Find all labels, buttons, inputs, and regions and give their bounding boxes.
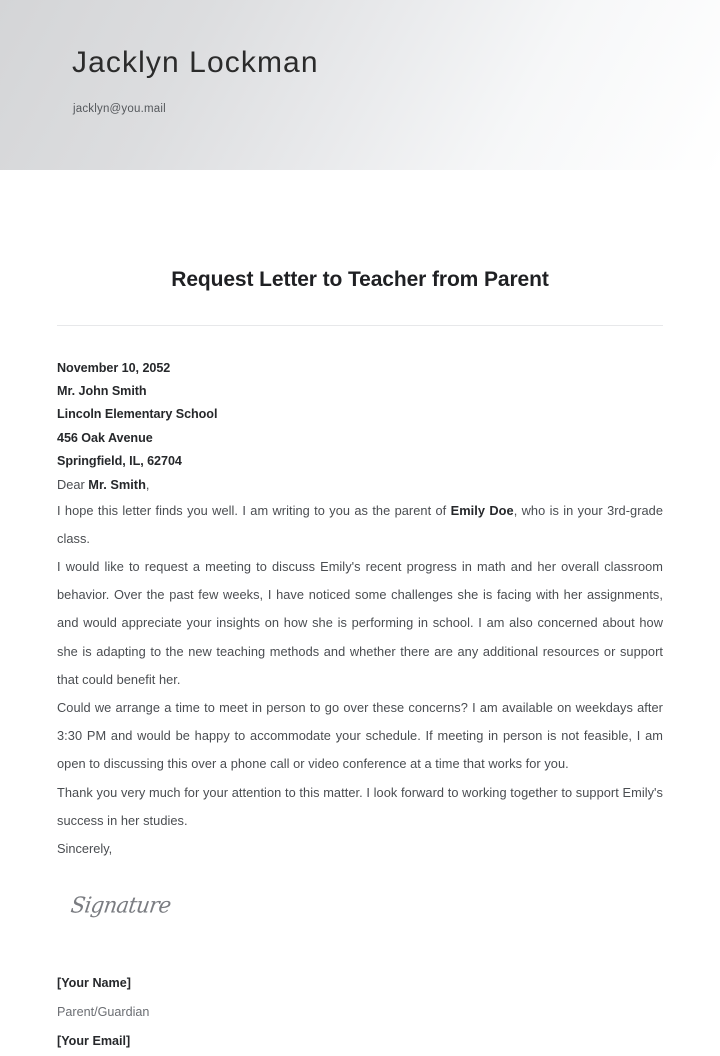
address-line: Lincoln Elementary School [57,407,218,422]
closing-role: Parent/Guardian [57,1005,150,1020]
paragraph-2: I would like to request a meeting to discuss Emily's recent progress in math and her overall classroom behavior. Over the past few weeks, I have noticed some challenges she is facing with her assignments, and would appreciate your insights on how she is performing in school. I am also concerned about how she is adapting to the new teaching methods and whether there are any additional resources or support that could benefit her. [57,558,663,687]
address-line: Mr. John Smith [57,384,147,399]
paragraph-1-emphasis: Emily Doe [450,502,514,518]
page-title: Request Letter to Teacher from Parent [171,268,549,291]
closing-block [57,951,663,1056]
closing-email: [Your Email] [57,1034,131,1049]
paragraph-4: Thank you very much for your attention to this matter. I look forward to working together to support Emily's success in her studies. [57,784,663,828]
paragraph-1 [57,497,663,553]
paragraph-3: Could we arrange a time to meet in person to go over these concerns? I am available on weekdays after 3:30 PM and would be happy to accommodate your schedule. If meeting in person is not feasible, I am open to discussing this over a phone call or video conference at a time that works for you. [57,699,663,772]
letterhead-name: Jacklyn Lockman [72,46,319,79]
salutation-recipient: Mr. Smith [88,477,146,493]
letterhead-email: jacklyn@you.mail [73,103,166,115]
sign-off: Sincerely, [57,840,113,856]
letter-content [0,170,720,1056]
address-line: Springfield, IL, 62704 [57,453,182,468]
signature-mark: Signature [69,892,173,918]
salutation-prefix: Dear [57,477,89,493]
salutation-suffix: , [145,477,150,493]
address-line: November 10, 2052 [57,361,171,375]
letter-text-area [57,326,663,863]
salutation [57,473,663,497]
closing-name: [Your Name] [57,976,131,991]
signature-block [57,863,663,951]
letterhead-banner [0,0,720,170]
address-block [57,357,663,473]
paragraph-1-after: , who is in your 3rd-grade class. [57,502,664,546]
address-line: 456 Oak Avenue [57,430,153,445]
paragraph-1-before: I hope this letter finds you well. I am writing to you as the parent of [57,502,451,518]
